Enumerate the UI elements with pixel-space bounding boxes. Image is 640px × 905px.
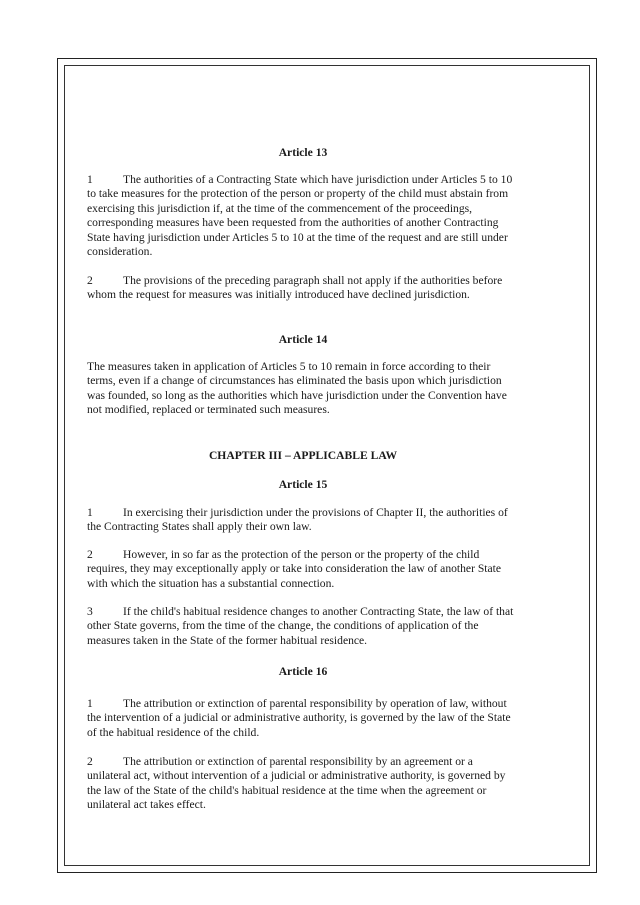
article-15-paragraph-2 bbox=[87, 548, 519, 591]
paragraph-text: The authorities of a Contracting State which have jurisdiction under Articles 5 to 10 to take measures for the protection of the person or property of the child must abstain from exercising this jurisdiction if, at the time of the commencement of the proceedings, corresponding measures have been requested from the authorities of another Contracting State having jurisdiction under Articles 5 to 10 at the time of the request and are still under consideration. bbox=[87, 173, 513, 259]
paragraph-text: If the child's habitual residence changes to another Contracting State, the law of that other State governs, from the time of the change, the conditions of application of the measures taken in the State of the former habitual residence. bbox=[87, 605, 514, 647]
paragraph-text: The attribution or extinction of parental responsibility by an agreement or a unilateral act, without intervention of a judicial or administrative authority, is governed by the law of the State of the child's habitual residence at the time when the agreement or unilateral act takes effect. bbox=[87, 755, 506, 812]
paragraph-number: 3 bbox=[87, 605, 93, 618]
article-15-paragraph-1 bbox=[87, 506, 519, 535]
paragraph-text: In exercising their jurisdiction under the provisions of Chapter II, the authorities of the Contracting States shall apply their own law. bbox=[87, 506, 508, 534]
article-13-paragraph-1 bbox=[87, 173, 519, 259]
paragraph-number: 1 bbox=[87, 506, 93, 519]
article-13-paragraph-2 bbox=[87, 274, 519, 303]
article-15-paragraph-3 bbox=[87, 605, 519, 648]
article-16-paragraph-2 bbox=[87, 755, 519, 813]
paragraph-number: 2 bbox=[87, 755, 93, 768]
article-13-heading: Article 13 bbox=[278, 146, 328, 159]
article-16-heading: Article 16 bbox=[278, 665, 328, 678]
paragraph-number: 2 bbox=[87, 274, 93, 287]
paragraph-text: The attribution or extinction of parental responsibility by operation of law, without the intervention of a judicial or administrative authority, is governed by the law of the State of the habitual residence of the child. bbox=[87, 697, 511, 739]
paragraph-text: The provisions of the preceding paragraph shall not apply if the authorities before whom the request for measures was initially introduced have declined jurisdiction. bbox=[87, 274, 503, 302]
article-14-heading: Article 14 bbox=[278, 333, 328, 346]
paragraph-text: However, in so far as the protection of the person or the property of the child requires, they may exceptionally apply or take into consideration the law of another State with which the situation has a substantial connection. bbox=[87, 548, 502, 590]
chapter-heading: CHAPTER III – APPLICABLE LAW bbox=[208, 449, 398, 462]
paragraph-number: 1 bbox=[87, 697, 93, 710]
article-16-paragraph-1 bbox=[87, 697, 519, 740]
paragraph-number: 2 bbox=[87, 548, 93, 561]
article-14-paragraph: The measures taken in application of Articles 5 to 10 remain in force according to their terms, even if a change of circumstances has eliminated the basis upon which jurisdiction was founded, so long as the authorities which have jurisdiction under the Convention have not modified, replaced or terminated such measures. bbox=[87, 360, 507, 417]
paragraph-number: 1 bbox=[87, 173, 93, 186]
article-15-heading: Article 15 bbox=[278, 478, 328, 491]
